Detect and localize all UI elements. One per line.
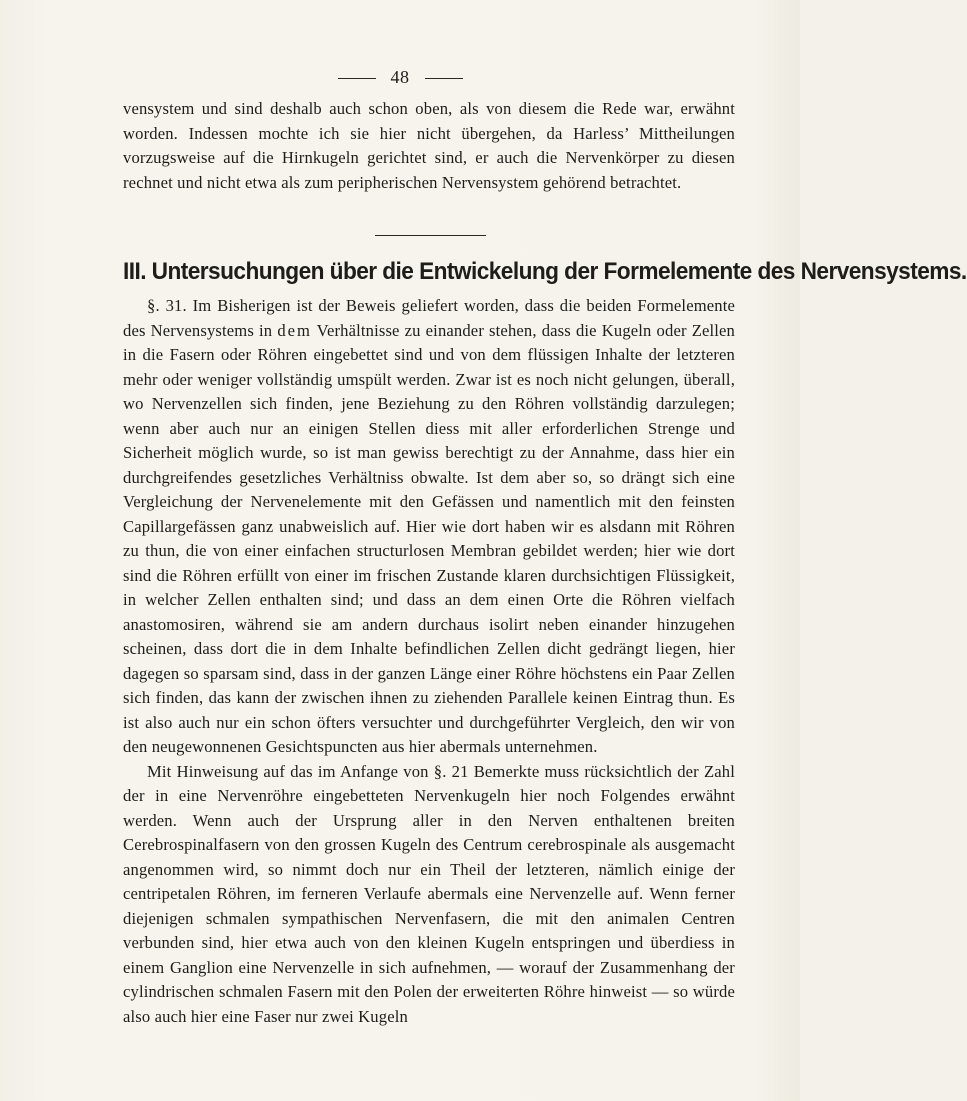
paragraph-1-rest: Verhältnisse zu einander stehen, dass die Kugeln oder Zellen in die Fasern oder Röhren eingebettet sind und von dem flüssigen Inhalte der letzteren mehr oder weniger vollständig umspült werden. Zwar ist es noch nicht gelungen, überall, wo Nervenzellen sich finden, jene Beziehung zu den Röhren vollständig darzulegen; wenn aber auch nur an einigen Stellen diess mit aller erforderlichen Strenge und Sicherheit möglich wurde, so ist man gewiss berechtigt zu der Annahme, dass hier ein durchgreifendes gesetzliches Verhältniss obwalte. Ist dem aber so, so drängt sich eine Vergleichung der Nervenelemente mit den Gefässen und namentlich mit den feinsten Capillargefässen ganz unabweislich auf. Hier wie dort haben wir es alsdann mit Röhren zu thun, die von einer einfachen structurlosen Membran gebildet werden; hier wie dort sind die Röhren erfüllt von einer im frischen Zustande klaren durchsichtigen Flüssigkeit, in welcher Zellen enthalten sind; und dass an dem einen Orte die Röhren vielfach anastomosiren, während sie am andern durchaus isolirt neben einander hinzugehen scheinen, dass dort die in dem Inhalte befindlichen Zellen dicht gedrängt liegen, hier dagegen so sparsam sind, dass in der ganzen Länge einer Röhre höchstens ein Paar Zellen sich finden, das kann der zwischen ihnen zu ziehenden Parallele keinen Eintrag thun. Es ist also auch nur ein schon öfters versuchter und durchgeführter Vergleich, den wir von den neugewonnenen Gesichtspuncten aus hier abermals unternehmen. bbox=[123, 320, 735, 756]
intro-paragraph bbox=[123, 97, 735, 195]
paragraph-1-start: §. 31. Im Bisherigen ist der Beweis geliefert worden, dass die beiden Formelemente des Nervensystems in bbox=[123, 296, 735, 340]
header-dash-left bbox=[338, 78, 376, 79]
intro-text: vensystem und sind deshalb auch schon oben, als von diesem die Rede war, erwähnt worden. Indessen mochte ich sie hier nicht übergehen, da Harless’ Mittheilungen vorzugsweise auf die Hirnkugeln gerichtet sind, er auch die Nervenkörper zu diesen rechnet und nicht etwa als zum peripherischen Nervensystem gehörend betrachtet. bbox=[123, 99, 735, 192]
paragraph-1 bbox=[123, 294, 735, 760]
section-heading: III. Untersuchungen über die Entwickelung der Formelemente des Nervensystems. bbox=[123, 258, 967, 285]
paragraph-2: Mit Hinweisung auf das im Anfange von §. 21 Bemerkte muss rücksichtlich der Zahl der in eine Nervenröhre eingebetteten Nervenkugeln hier noch Folgendes erwähnt werden. Wenn auch der Ursprung aller in den Nerven enthaltenen breiten Cerebrospinalfasern von den grossen Kugeln des Centrum cerebrospinale als ausgemacht angenommen wird, so nimmt doch nur ein Theil der letzteren, nämlich einige der centripetalen Röhren, im ferneren Verlaufe abermals eine Nervenzelle auf. Wenn ferner diejenigen schmalen sympathischen Nervenfasern, die mit den animalen Centren verbunden sind, hier etwa auch von den kleinen Kugeln entspringen und überdiess in einem Ganglion eine Nervenzelle in sich aufnehmen, — worauf der Zusammenhang der cylindrischen schmalen Fasern mit den Polen der erweiterten Röhre hinweist — so würde also auch hier eine Faser nur zwei Kugeln bbox=[123, 761, 735, 1026]
section-body bbox=[123, 294, 735, 1029]
page-header bbox=[0, 67, 800, 88]
page-number: 48 bbox=[390, 67, 410, 87]
section-divider bbox=[375, 235, 486, 236]
paragraph-1-emphasis: dem bbox=[277, 320, 312, 340]
header-dash-right bbox=[425, 78, 463, 79]
